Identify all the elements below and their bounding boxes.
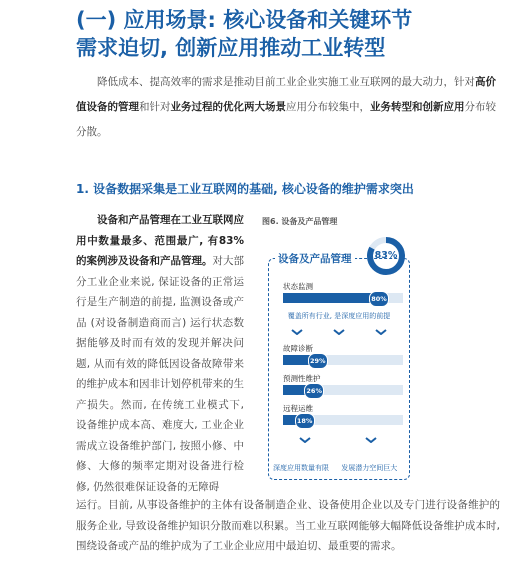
bar-value-0: 80% [369, 291, 389, 307]
bar-label-0: 状态监测 [283, 282, 313, 291]
heading-line-1: (一) 应用场景: 核心设备和关键环节 [76, 8, 413, 32]
left-column-paragraph [76, 210, 244, 497]
note-top: 覆盖所有行业, 是深度应用的前提 [287, 312, 391, 320]
figure-caption: 图6. 设备及产品管理 [262, 217, 338, 226]
bar-track-0 [283, 293, 403, 303]
bar-label-1: 故障诊断 [283, 344, 313, 353]
intro-bold-2: 业务过程的优化两大场景 [170, 101, 286, 113]
chevron-down-icon [365, 437, 377, 443]
donut-label: 83% [374, 250, 398, 261]
intro-bold-1: 高价值设备的管理 [76, 76, 496, 113]
figure-title: 设备及产品管理 [275, 251, 355, 266]
section-title: 1. 设备数据采集是工业互联网的基础, 核心设备的维护需求突出 [76, 182, 414, 196]
intro-text-4: 分布较分散。 [76, 101, 496, 138]
bar-track-3 [283, 415, 403, 425]
chevron-down-icon [333, 329, 345, 335]
bar-label-3: 远程运维 [283, 404, 313, 413]
bar-fill-0 [283, 293, 379, 303]
note-bottom-left: 深度应用数量有限 [273, 464, 329, 472]
bar-label-2: 预测性维护 [283, 374, 321, 383]
page-heading [76, 6, 496, 62]
intro-text-3: 应用分布较集中， [286, 101, 370, 113]
column-text: 对大部分工业企业来说, 保证设备的正常运行是生产制造的前提, 监测设备或产品 (对设备制造商而言) 运行状态数据能够及时而有效的发现并解决问题, 从而有效的降低因设备故障带来的维护成本和因非计划停机带来的生产损失。然而, 在传统工业模式下, 设备维护成本高、难度大, 工业企业需成立设备维护部门, 按照小修、中修、大修的频率定期对设备进行检修, 仍然很难保证设备的无障碍 [76, 255, 244, 493]
intro-paragraph [76, 70, 496, 145]
chevron-down-icon [375, 329, 387, 335]
chevron-down-icon [299, 437, 311, 443]
bar-track-2 [283, 385, 403, 395]
bar-value-2: 26% [304, 383, 324, 399]
intro-bold-3: 业务转型和创新应用 [370, 101, 465, 113]
bottom-notes [273, 463, 405, 473]
bar-track-1 [283, 355, 403, 365]
heading-line-2: 需求迫切, 创新应用推动工业转型 [76, 36, 386, 60]
intro-text-2: 和针对 [139, 101, 171, 113]
full-width-paragraph: 运行。目前, 从事设备维护的主体有设备制造企业、设备使用企业以及专门进行设备维护的服务企业, 导致设备维护知识分散而难以积累。当工业互联网能够大幅降低设备维护成本时, 围绕设备或产品的维护成为了工业企业应用中最迫切、最重要的需求。 [76, 499, 500, 552]
figure-device-management [262, 232, 414, 480]
bar-value-1: 29% [308, 353, 328, 369]
chevron-down-icon [291, 329, 303, 335]
note-bottom-right: 发展潜力空间巨大 [341, 464, 398, 472]
bar-value-3: 18% [295, 413, 315, 429]
column-bold-lead: 设备和产品管理在工业互联网应用中数量最多、范围最广, 有83%的案例涉及设备和产品管理。 [76, 214, 244, 267]
intro-text-1: 降低成本、提高效率的需求是推动目前工业企业实施工业互联网的最大动力，针对 [97, 76, 475, 88]
